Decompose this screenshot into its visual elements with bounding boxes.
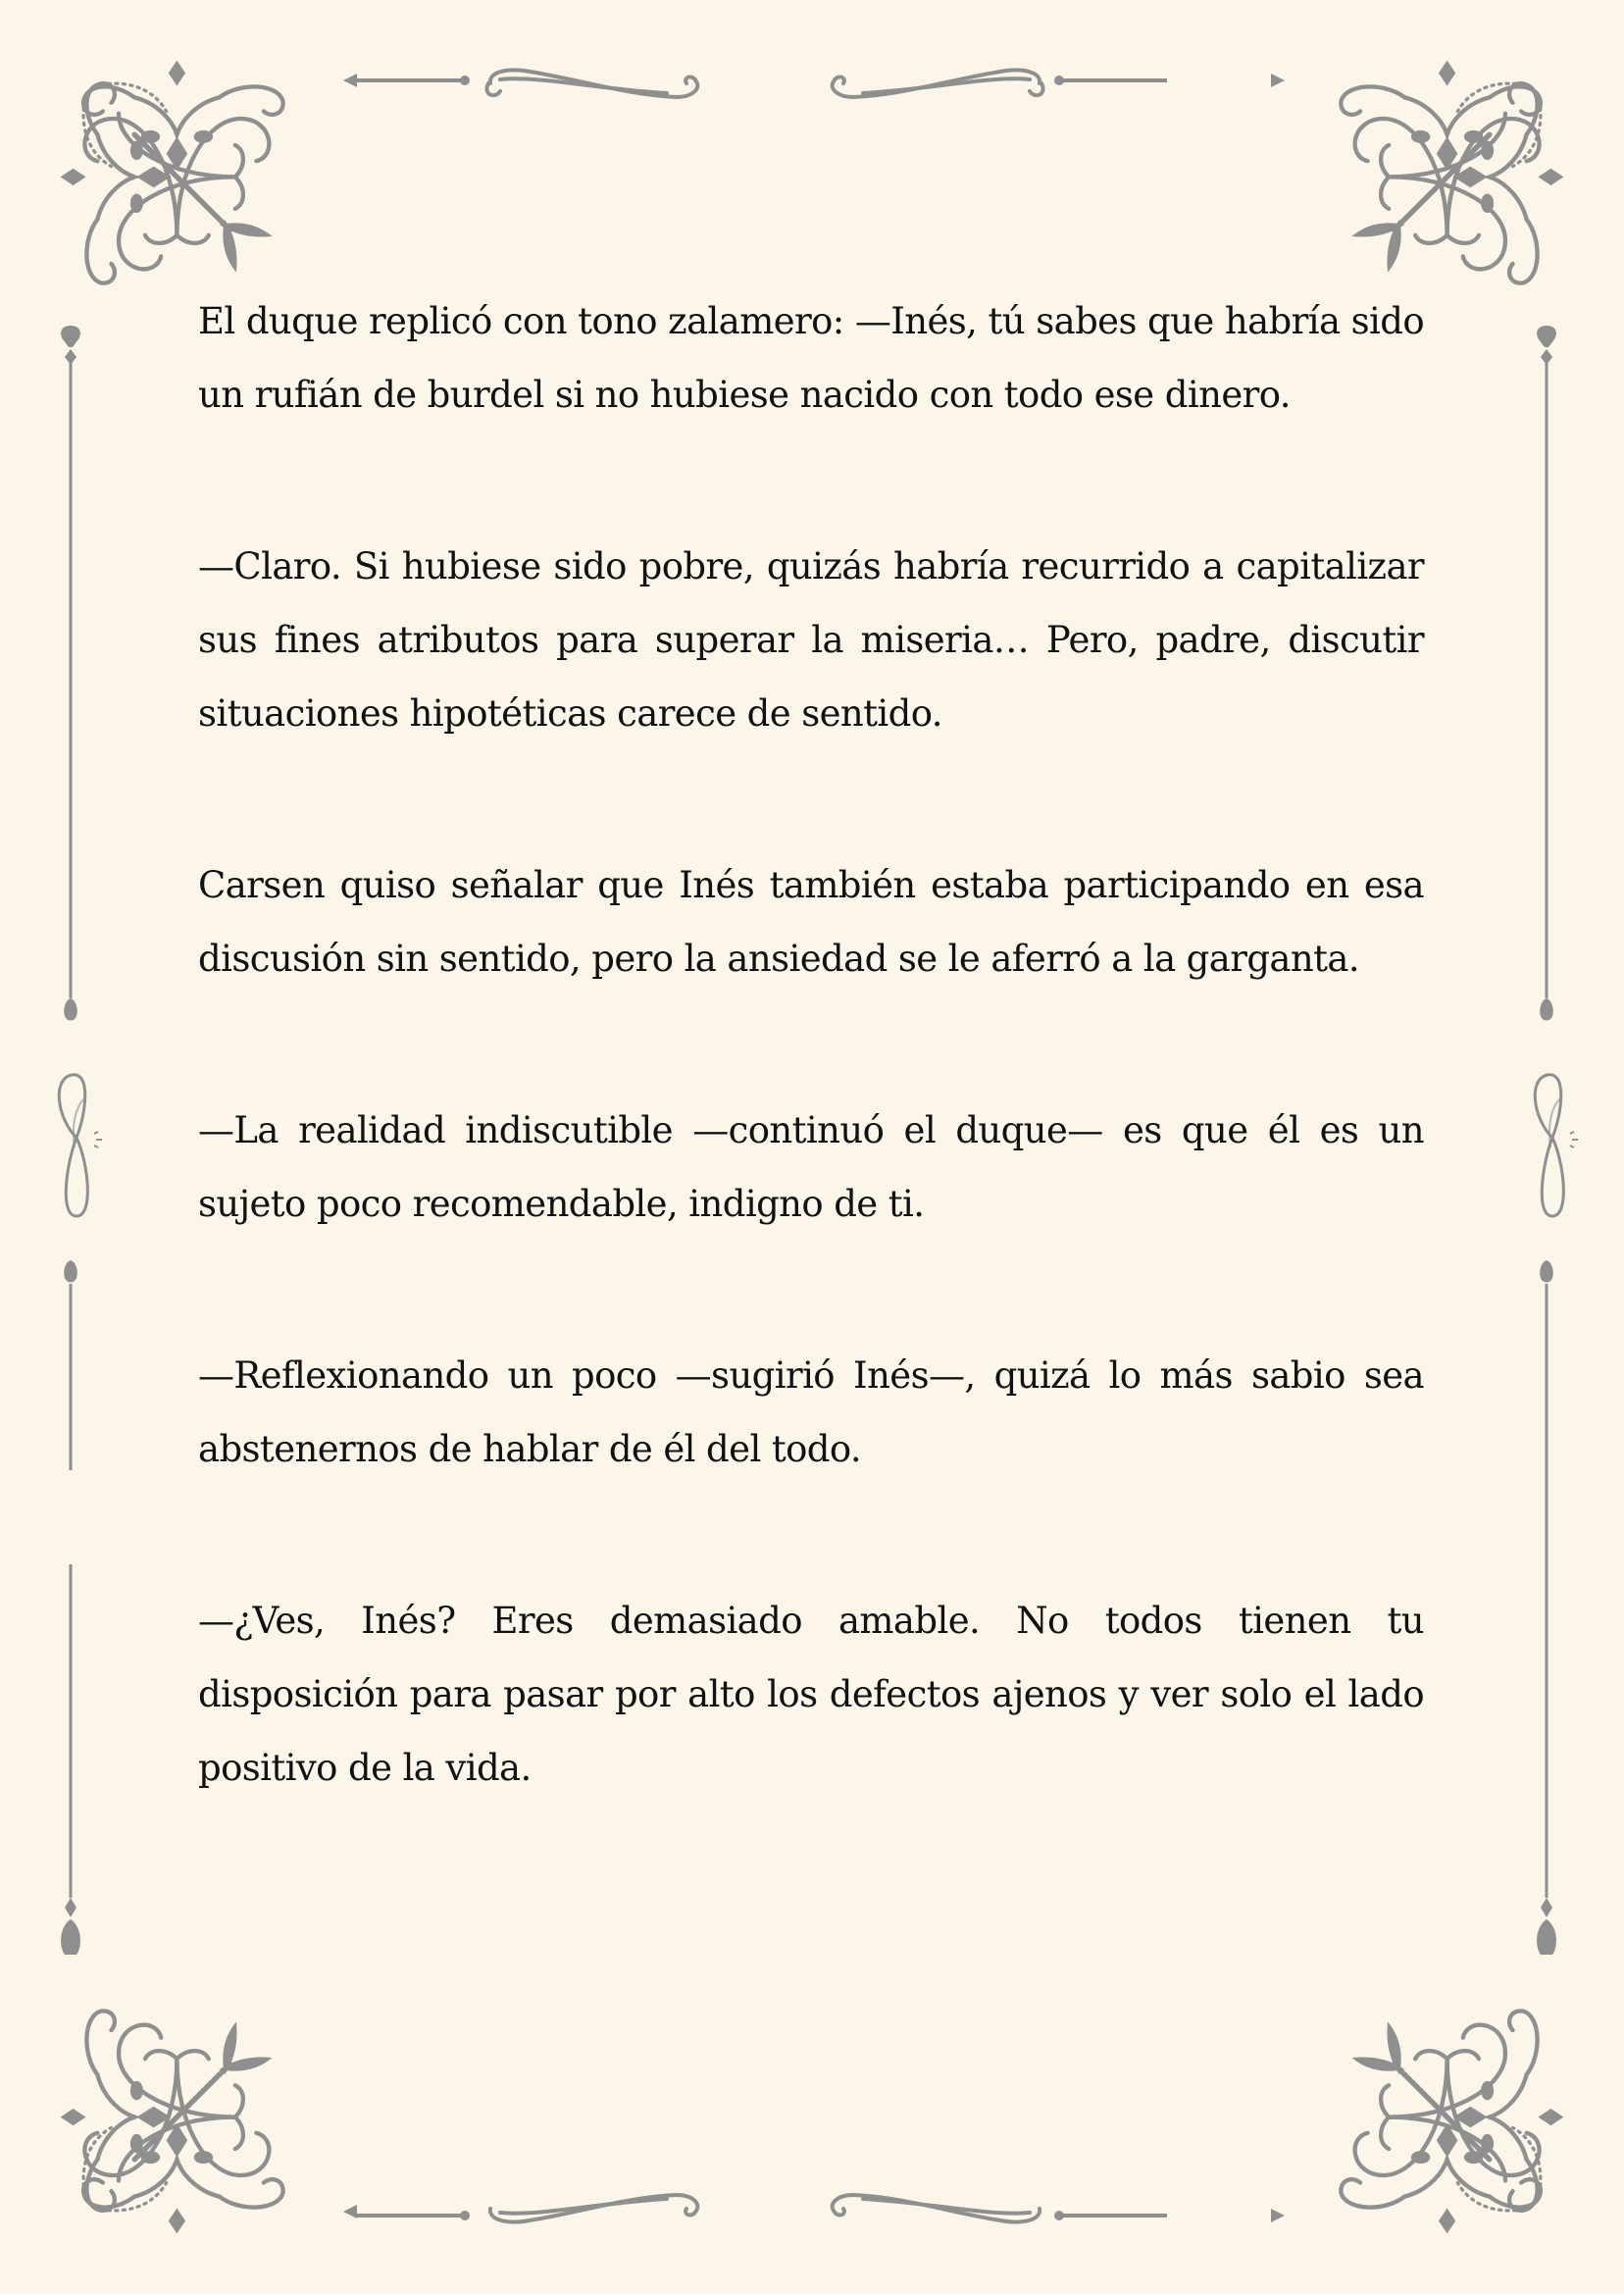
paragraph: El duque replicó con tono zalamero: —Inés, tú sabes que habría sido un rufián de burdel si no hubiese nacido con todo ese dinero. bbox=[198, 300, 1424, 416]
paragraph: —La realidad indiscutible —continuó el duque— es que él es un sujeto poco recomendable, indigno de ti. bbox=[198, 1109, 1424, 1225]
bottom-right-flourish-icon bbox=[1320, 1990, 1585, 2255]
top-left-flourish-icon bbox=[39, 39, 304, 304]
paragraph: Carsen quiso señalar que Inés también estaba participando en esa discusión sin sentido, pero la ansiedad se le aferró a la garganta. bbox=[198, 864, 1424, 980]
paragraph: —Reflexionando un poco —sugirió Inés—, quizá lo más sabio sea abstenernos de hablar de él del todo. bbox=[198, 1354, 1424, 1470]
right-rod-upper-icon bbox=[1535, 326, 1558, 1032]
right-knot-icon bbox=[1523, 1069, 1582, 1226]
left-rod-upper-icon bbox=[59, 326, 82, 1032]
paragraph: —¿Ves, Inés? Eres demasiado amable. No todos tienen tu disposición para pasar por alto los defectos ajenos y ver solo el lado positivo de la vida. bbox=[198, 1600, 1424, 1789]
left-rod-lower-icon bbox=[59, 1260, 82, 1966]
bottom-scroll-divider-icon bbox=[343, 2189, 1285, 2238]
top-right-flourish-icon bbox=[1320, 39, 1585, 304]
paragraph: —Claro. Si hubiese sido pobre, quizás habría recurrido a capitalizar sus fines atributos para superar la miseria… Pero, padre, discutir situaciones hipotéticas carece de sentido. bbox=[198, 545, 1424, 735]
left-knot-icon bbox=[47, 1069, 106, 1226]
story-text bbox=[198, 284, 1424, 1805]
right-rod-lower-icon bbox=[1535, 1260, 1558, 1966]
top-scroll-divider-icon bbox=[343, 54, 1285, 103]
bottom-left-flourish-icon bbox=[39, 1990, 304, 2255]
